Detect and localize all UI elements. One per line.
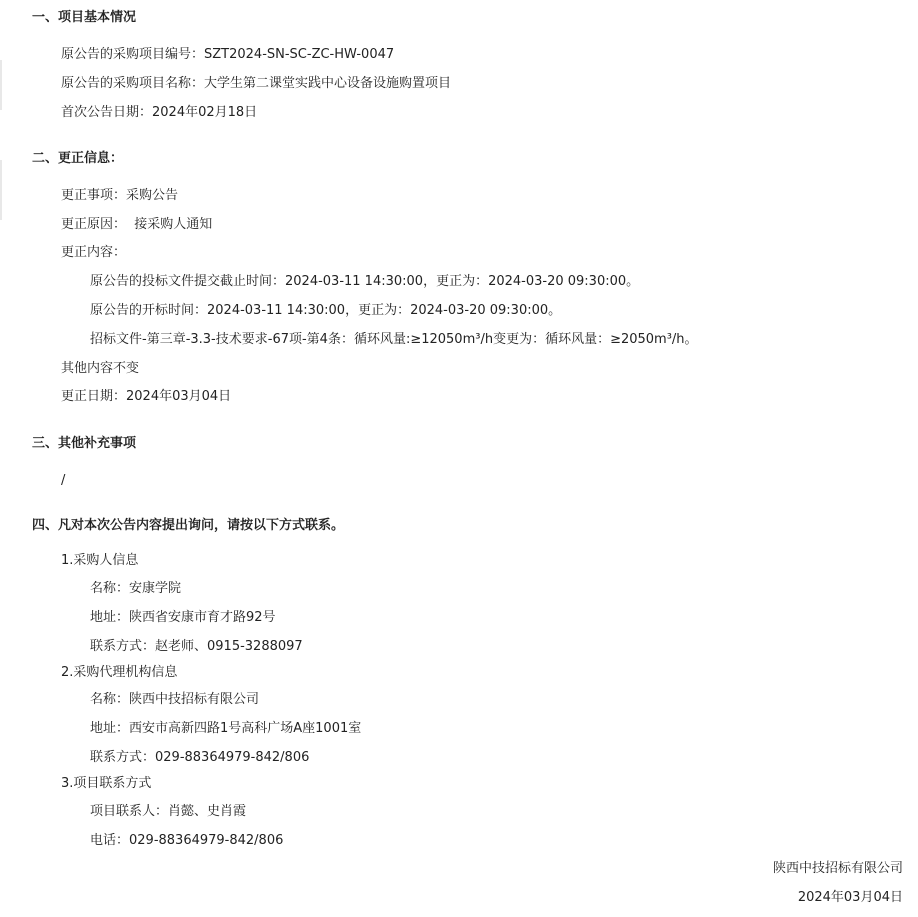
correction-content-label: 更正内容： [61,245,127,260]
original-project-name-label: 原公告的采购项目名称： [61,76,205,91]
other-content-unchanged: 其他内容不变 [61,361,140,376]
correction-item-value: 采购公告 [126,188,179,203]
first-announcement-date-label: 首次公告日期： [61,105,153,120]
project-contact-person: 项目联系人：肖懿、史肖霞 [90,804,247,819]
correction-date-label: 更正日期： [61,389,127,404]
original-project-name [61,75,451,93]
original-project-number [61,46,394,64]
footer-company: 陕西中技招标有限公司 [772,861,903,876]
section-1-title: 一、项目基本情况 [32,10,137,25]
correction-item-label: 更正事项： [61,188,127,203]
correction-date [61,388,231,406]
correction-content-line: 原公告的开标时间：2024-03-11 14:30:00，更正为：2024-03-20 09:30:00。 [90,303,562,318]
first-announcement-date-value: 2024年02月18日 [152,105,258,120]
purchaser-contact: 联系方式：赵老师、0915-3288097 [90,639,303,654]
original-project-number-value: SZT2024-SN-SC-ZC-HW-0047 [204,47,395,62]
correction-date-value: 2024年03月04日 [126,389,232,404]
purchaser-heading: 1.采购人信息 [61,553,139,568]
section-4-title: 四、凡对本次公告内容提出询问，请按以下方式联系。 [32,518,345,533]
correction-item [61,187,178,205]
correction-reason-label: 更正原因： [61,217,127,232]
agency-contact: 联系方式：029-88364979-842/806 [90,750,310,765]
agency-name: 名称：陕西中技招标有限公司 [90,692,260,707]
purchaser-name: 名称：安康学院 [90,581,182,596]
correction-reason-value: 接采购人通知 [126,217,213,232]
first-announcement-date [61,104,257,122]
footer-date: 2024年03月04日 [797,890,903,905]
purchaser-address: 地址：陕西省安康市育才路92号 [90,610,276,625]
section-2-title: 二、更正信息： [32,151,124,166]
section-3-title: 三、其他补充事项 [32,436,137,451]
agency-address: 地址：西安市高新四路1号高科广场A座1001室 [90,721,362,736]
original-project-number-label: 原公告的采购项目编号： [61,47,205,62]
left-edge-line [0,60,2,110]
agency-heading: 2.采购代理机构信息 [61,665,178,680]
project-contact-heading: 3.项目联系方式 [61,776,152,791]
correction-reason [61,216,212,234]
correction-content-line: 原公告的投标文件提交截止时间：2024-03-11 14:30:00，更正为：2024-03-20 09:30:00。 [90,274,640,289]
correction-content-line: 招标文件-第三章-3.3-技术要求-67项-第4条：循环风量:≥12050m³/h变更为：循环风量：≥2050m³/h。 [90,332,698,347]
original-project-name-value: 大学生第二课堂实践中心设备设施购置项目 [204,76,452,91]
supplementary-body: / [61,473,66,488]
left-edge-line [0,160,2,220]
project-contact-phone: 电话：029-88364979-842/806 [90,833,284,848]
